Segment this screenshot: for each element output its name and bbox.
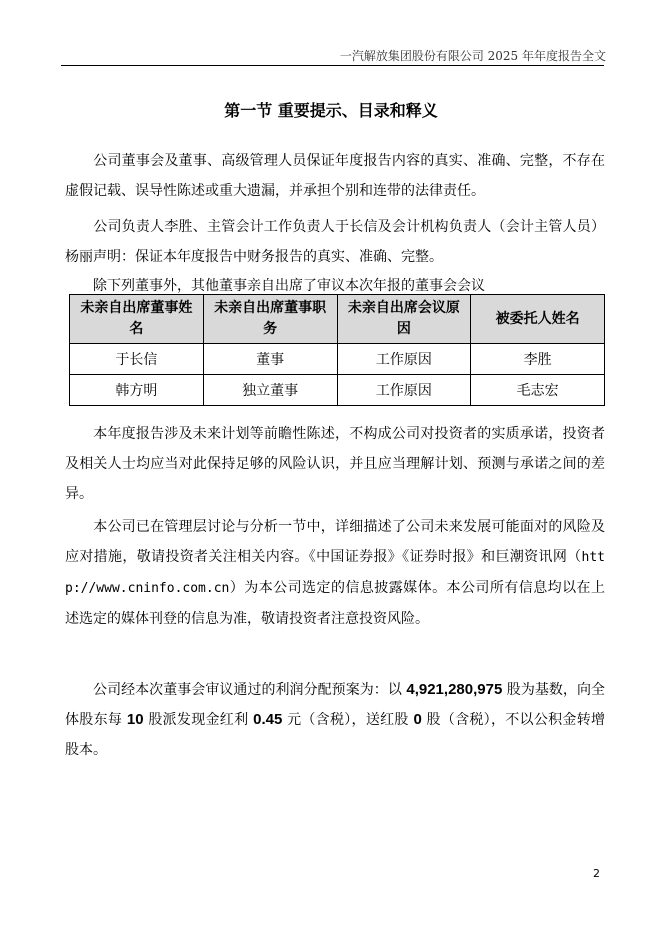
paragraph-text: 股为基数，向全体股东每	[65, 682, 606, 728]
paragraph-text: 股（含税），不以公积金转增股本。	[65, 712, 606, 758]
cell-absence-reason: 工作原因	[337, 344, 471, 375]
col-header-absent-name: 未亲自出席董事姓名	[70, 295, 204, 344]
paragraph-responsible-persons	[65, 212, 605, 272]
page-header: 一汽解放集团股份有限公司 2025 年年度报告全文	[339, 49, 606, 63]
paragraph-text: 股派发现金红利	[143, 712, 254, 728]
absent-directors-table	[69, 294, 605, 406]
table-intro: 除下列董事外，其他董事亲自出席了审议本次年报的董事会会议	[93, 278, 485, 294]
cell-director-position: 独立董事	[203, 375, 337, 406]
cell-proxy-name: 李胜	[471, 344, 605, 375]
cell-director-name: 韩方明	[70, 375, 204, 406]
col-header-absent-reason: 未亲自出席会议原因	[337, 295, 471, 344]
paragraph-text: 元（含税），送红股	[282, 712, 414, 728]
per-shares-value: 10	[126, 711, 144, 728]
table-row	[70, 344, 605, 375]
paragraph-text: 本年度报告涉及未来计划等前瞻性陈述，不构成公司对投资者的实质承诺，投资者及相关人士均应当对此保持足够的风险认识，并且应当理解计划、预测与承诺之间的差异。	[65, 426, 605, 502]
share-base-value: 4,921,280,975	[406, 681, 503, 698]
paragraph-board-guarantee	[65, 146, 605, 206]
cell-proxy-name: 毛志宏	[471, 375, 605, 406]
paragraph-text: 公司经本次董事会审议通过的利润分配预案为：以	[93, 682, 407, 698]
page-number: 2	[593, 867, 600, 880]
paragraph-text: 本公司已在管理层讨论与分析一节中，详细描述了公司未来发展可能面对的风险及应对措施，敬请投资者关注相关内容。《中国证券报》《证券时报》和巨潮资讯网（	[65, 519, 605, 565]
cash-dividend-value: 0.45	[253, 711, 283, 728]
cninfo-link[interactable]: http://www.cninfo.com.cn	[65, 550, 605, 596]
col-header-absent-position: 未亲自出席董事职务	[203, 295, 337, 344]
paragraph-text: 公司负责人李胜、主管会计工作负责人于长信及会计机构负责人（会计主管人员）杨丽声明：保证本年度报告中财务报告的真实、准确、完整。	[65, 219, 605, 265]
header-divider	[61, 65, 604, 66]
paragraph-forward-looking	[65, 419, 605, 509]
bonus-shares-value: 0	[413, 711, 422, 728]
paragraph-risk-disclosure	[65, 512, 605, 634]
paragraph-profit-distribution	[65, 675, 605, 765]
table-header-row	[70, 295, 605, 344]
section-title: 第一节 重要提示、目录和释义	[224, 101, 438, 120]
cell-director-name: 于长信	[70, 344, 204, 375]
cell-absence-reason: 工作原因	[337, 375, 471, 406]
paragraph-text: ）为本公司选定的信息披露媒体。本公司所有信息均以在上述选定的媒体刊登的信息为准，敬请投资者注意投资风险。	[65, 580, 605, 627]
col-header-proxy-name: 被委托人姓名	[471, 295, 605, 344]
table-row	[70, 375, 605, 406]
paragraph-text: 公司董事会及董事、高级管理人员保证年度报告内容的真实、准确、完整，不存在虚假记载、误导性陈述或重大遗漏，并承担个别和连带的法律责任。	[65, 153, 605, 199]
cell-director-position: 董事	[203, 344, 337, 375]
